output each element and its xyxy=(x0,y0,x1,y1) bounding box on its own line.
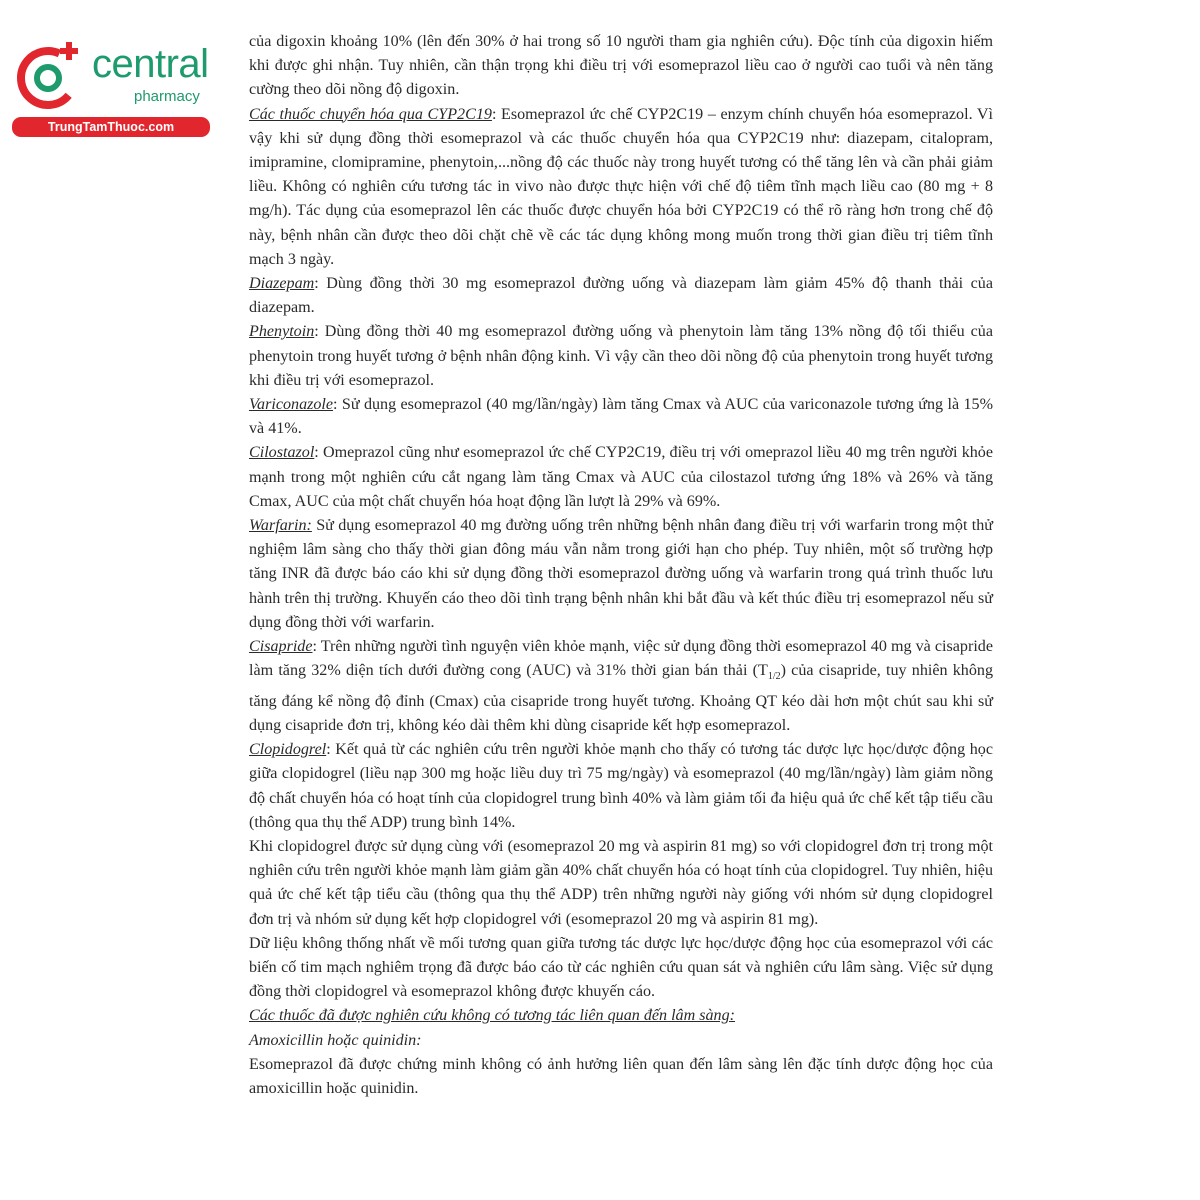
brand-logo[interactable] xyxy=(12,38,217,138)
text-warfarin: Sử dụng esomeprazol 40 mg đường uống trên những bệnh nhân đang điều trị với warfarin trong một thử nghiệm lâm sàng cho thấy thời gian đông máu vẫn nằm trong giới hạn cho phép. Tuy nhiên, một số trường hợp tăng INR đã được báo cáo khi sử dụng đồng thời esomeprazol đường uống và warfarin trong quá trình thuốc lưu hành trên thị trường. Khuyến cáo theo dõi tình trạng bệnh nhân khi bắt đầu và kết thúc điều trị esomeprazol nếu sử dụng đồng thời với warfarin. xyxy=(249,517,993,631)
heading-phenytoin: Phenytoin xyxy=(249,323,315,341)
brand-subtitle: pharmacy xyxy=(134,88,200,105)
paragraph-clopidogrel xyxy=(249,738,993,835)
text-cyp2c19: : Esomeprazol ức chế CYP2C19 – enzym chính chuyển hóa esomeprazol. Vì vậy khi sử dụng đồng thời esomeprazol và các thuốc chuyển hóa qua CYP2C19 như: diazepam, citalopram, imipramine, clomipramine, phenytoin,...nồng độ các thuốc này trong huyết tương có thể tăng lên và cần phải giảm liều. Không có nghiên cứu tương tác in vivo nào được thực hiện với chế độ tiêm tĩnh mạch liều cao (80 mg + 8 mg/h). Tác dụng của esomeprazol lên các thuốc được chuyển hóa bởi CYP2C19 có thể rõ ràng hơn trong chế độ này, bệnh nhân cần được theo dõi chặt chẽ về các tác dụng không mong muốn trong thời gian điều trị tiêm tĩnh mạch 3 ngày. xyxy=(249,105,993,268)
heading-diazepam: Diazepam xyxy=(249,275,315,293)
heading-cilostazol: Cilostazol xyxy=(249,444,315,462)
paragraph-digoxin: của digoxin khoảng 10% (lên đến 30% ở hai trong số 10 người tham gia nghiên cứu). Độc tính của digoxin hiếm khi được ghi nhận. Tuy nhiên, cần thận trọng khi điều trị với esomeprazol liều cao ở người cao tuổi và nên tăng cường theo dõi nồng độ digoxin. xyxy=(249,33,993,99)
text-variconazole: : Sử dụng esomeprazol (40 mg/lần/ngày) làm tăng Cmax và AUC của variconazole tương ứng là 15% và 41%. xyxy=(249,396,993,438)
text-cisapride-a: : Trên những người tình nguyện viên khỏe mạnh, việc sử dụng đồng thời esomeprazol 40 mg và cisapride làm tăng 32% diện tích dưới đường cong (AUC) và 31% thời gian bán thải (T xyxy=(249,638,993,680)
paragraph-cyp2c19 xyxy=(249,103,993,272)
paragraph-cardiovascular: Dữ liệu không thống nhất về mối tương quan giữa tương tác dược lực học/dược động học của esomeprazol với các biến cố tim mạch nghiêm trọng đã được báo cáo từ các nghiên cứu quan sát và nghiên cứu lâm sàng. Việc sử dụng đồng thời clopidogrel và esomeprazol không được khuyến cáo. xyxy=(249,934,993,1001)
brand-url[interactable]: TrungTamThuoc.com xyxy=(12,117,210,137)
text-diazepam: : Dùng đồng thời 30 mg esomeprazol đường uống và diazepam làm giảm 45% độ thanh thải của diazepam. xyxy=(249,275,993,317)
section-heading-no-interaction: Các thuốc đã được nghiên cứu không có tương tác liên quan đến lâm sàng: xyxy=(249,1007,736,1025)
paragraph-diazepam xyxy=(249,272,993,320)
subheading-amoxicillin: Amoxicillin hoặc quinidin: xyxy=(249,1031,422,1049)
paragraph-cilostazol xyxy=(249,441,993,514)
paragraph-phenytoin xyxy=(249,320,993,393)
brand-name: central xyxy=(92,42,209,86)
text-clopidogrel: : Kết quả từ các nghiên cứu trên người khỏe mạnh cho thấy có tương tác dược lực học/dược động học giữa clopidogrel (liều nạp 300 mg hoặc liều duy trì 75 mg/ngày) và esomeprazol (40 mg/lần/ngày) làm giảm nồng độ chất chuyển hóa có hoạt tính của clopidogrel trung bình 40% và làm giảm tối đa hiệu quả ức chế kết tập tiểu cầu (thông qua thụ thể ADP) trung bình 14%. xyxy=(249,741,993,831)
paragraph-clopidogrel-aspirin: Khi clopidogrel được sử dụng cùng với (esomeprazol 20 mg và aspirin 81 mg) so với clopidogrel đơn trị trong một nghiên cứu trên người khỏe mạnh làm giảm gần 40% chất chuyển hóa có hoạt tính của clopidogrel. Tuy nhiên, hiệu quả ức chế kết tập tiểu cầu (thông qua thụ thể ADP) trên những người này giống với nhóm sử dụng clopidogrel đơn trị và nhóm sử dụng kết hợp clopidogrel với (esomeprazol 20 mg và aspirin 81 mg). xyxy=(249,837,993,928)
paragraph-cisapride xyxy=(249,635,993,738)
paragraph-amoxicillin: Esomeprazol đã được chứng minh không có ảnh hưởng liên quan đến lâm sàng lên đặc tính dược động học của amoxicillin hoặc quinidin. xyxy=(249,1055,993,1097)
text-phenytoin: : Dùng đồng thời 40 mg esomeprazol đường uống và phenytoin làm tăng 13% nồng độ tối thiểu của phenytoin trong huyết tương ở bệnh nhân động kinh. Vì vậy cần theo dõi nồng độ của phenytoin trong huyết tương khi điều trị với esomeprazol. xyxy=(249,323,993,389)
text-cisapride-b: ) của cisapride, tuy nhiên không tăng đáng kể nồng độ đỉnh (Cmax) của cisapride trong huyết tương. Khoảng QT kéo dài hơn một chút sau khi sử dụng cisapride đơn trị, không kéo dài thêm khi dùng cisapride kết hợp esomeprazol. xyxy=(249,662,993,734)
heading-variconazole: Variconazole xyxy=(249,396,334,414)
heading-warfarin: Warfarin: xyxy=(249,517,312,535)
paragraph-warfarin xyxy=(249,514,993,635)
heading-cisapride: Cisapride xyxy=(249,638,313,656)
heading-cyp2c19: Các thuốc chuyển hóa qua CYP2C19 xyxy=(249,105,492,123)
paragraph-variconazole xyxy=(249,393,993,441)
document-body xyxy=(249,30,993,1101)
text-cilostazol: : Omeprazol cũng như esomeprazol ức chế CYP2C19, điều trị với omeprazol liều 40 mg trên người khỏe mạnh trong một nghiên cứu cắt ngang làm tăng Cmax và AUC của cilostazol tương ứng 18% và 26% và tăng Cmax, AUC của một chất chuyển hóa hoạt động lần lượt là 29% và 69%. xyxy=(249,444,993,510)
heading-clopidogrel: Clopidogrel xyxy=(249,741,327,759)
pharmacy-cross-logo-icon xyxy=(12,38,90,116)
subscript-half: 1/2 xyxy=(767,671,781,683)
